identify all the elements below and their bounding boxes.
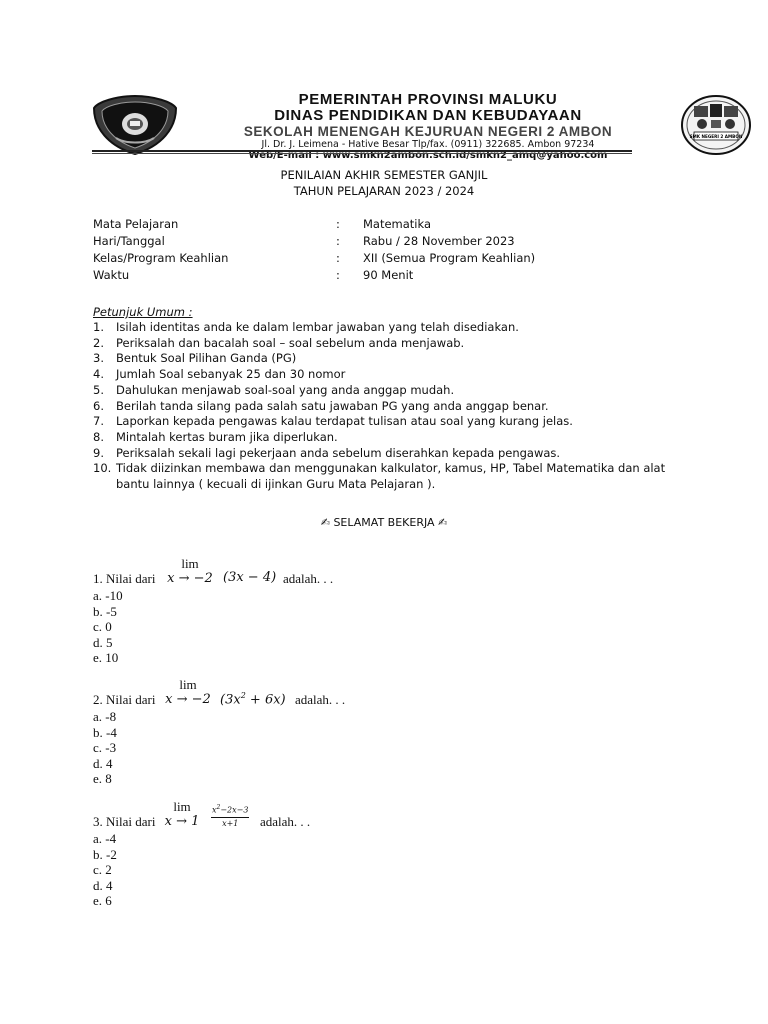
school-name: SEKOLAH MENENGAH KEJURUAN NEGERI 2 AMBON <box>243 124 613 139</box>
letterhead-rule-thin <box>92 153 632 154</box>
instruction-item <box>93 320 693 336</box>
answer-option: b. -5 <box>93 603 117 619</box>
instruction-number: 9. <box>93 445 104 460</box>
identity-value: XII (Semua Program Keahlian) <box>363 251 536 265</box>
question-stem <box>93 677 346 709</box>
school-logo-icon <box>680 94 752 156</box>
question-3 <box>93 799 311 909</box>
question-stem <box>93 799 311 831</box>
instruction-item <box>93 446 693 462</box>
instruction-item <box>93 461 693 492</box>
identity-row <box>93 268 613 285</box>
instruction-text: Mintalah kertas buram jika diperlukan. <box>116 429 338 444</box>
answer-option: c. 0 <box>93 619 112 635</box>
instruction-item <box>93 336 693 352</box>
question-suffix: adalah. . . <box>295 692 346 707</box>
limit-operator <box>163 678 213 707</box>
school-address: Jl. Dr. J. Leimena - Hative Besar Tlp/fax. (0911) 322685. Ambon 97234 <box>261 139 595 150</box>
limit-operator <box>165 557 215 586</box>
instruction-item <box>93 430 693 446</box>
identity-value: Rabu / 28 November 2023 <box>363 234 515 248</box>
identity-separator: : <box>336 268 340 282</box>
answer-option: b. -4 <box>93 724 117 740</box>
limit-operator <box>161 800 203 829</box>
limit-subscript: x → −2 <box>165 692 211 707</box>
government-name: PEMERINTAH PROVINSI MALUKU <box>298 91 558 108</box>
department-name: DINAS PENDIDIKAN DAN KEBUDAYAAN <box>274 107 582 124</box>
identity-label: Kelas/Program Keahlian <box>93 251 229 265</box>
instruction-number: 6. <box>93 398 104 413</box>
question-2 <box>93 677 346 787</box>
expression-part: (3x <box>220 692 241 708</box>
instruction-item <box>93 414 693 430</box>
question-prefix: 3. Nilai dari <box>93 814 156 829</box>
instruction-number: 2. <box>93 335 104 350</box>
answer-option: d. 4 <box>93 755 113 771</box>
identity-row <box>93 234 613 251</box>
identity-row <box>93 217 613 234</box>
limit-word: lim <box>179 677 197 692</box>
identity-label: Hari/Tanggal <box>93 234 165 248</box>
instruction-item <box>93 383 693 399</box>
limit-word: lim <box>181 556 199 571</box>
identity-label: Mata Pelajaran <box>93 217 179 231</box>
question-suffix: adalah. . . <box>283 571 334 586</box>
answer-option: d. 4 <box>93 877 113 893</box>
limit-expression: (3x − 4) <box>223 570 277 585</box>
identity-value: Matematika <box>363 217 432 231</box>
numerator-part: −2x−3 <box>220 805 249 815</box>
identity-row <box>93 251 613 268</box>
answer-option: a. -10 <box>93 588 123 603</box>
fraction-denominator: x+1 <box>222 818 239 828</box>
instruction-text: Periksalah sekali lagi pekerjaan anda sebelum diserahkan kepada pengawas. <box>116 445 561 460</box>
instruction-item <box>93 367 693 383</box>
identity-value: 90 Menit <box>363 268 414 282</box>
letterhead-rule <box>92 150 632 152</box>
academic-year: TAHUN PELAJARAN 2023 / 2024 <box>293 184 475 198</box>
answer-option: d. 5 <box>93 634 113 650</box>
expression-part: + 6x) <box>245 692 286 708</box>
instruction-number: 3. <box>93 351 104 366</box>
instruction-text: Periksalah dan bacalah soal – soal sebelum anda menjawab. <box>116 335 465 350</box>
instruction-number: 5. <box>93 382 104 397</box>
school-web-email: Web/E-mail : www.smkn2ambon.sch.id/smkn2_amq@yahoo.com <box>248 150 608 161</box>
answer-option: e. 8 <box>93 771 112 787</box>
exam-identity <box>93 217 613 285</box>
instruction-text: Isilah identitas anda ke dalam lembar jawaban yang telah disediakan. <box>116 320 519 334</box>
instruction-number: 1. <box>93 320 104 334</box>
limit-fraction <box>211 803 249 829</box>
instruction-text: Berilah tanda silang pada salah satu jawaban PG yang anda anggap benar. <box>116 398 549 413</box>
instruction-text: Bentuk Soal Pilihan Ganda (PG) <box>116 351 297 366</box>
question-prefix: 2. Nilai dari <box>93 692 156 707</box>
closing-message: ✍ SELAMAT BEKERJA ✍ <box>320 516 448 529</box>
school-logo-text: SMK NEGERI 2 AMBON <box>689 134 743 139</box>
question-1 <box>93 556 334 666</box>
instruction-number: 4. <box>93 367 104 382</box>
instruction-text: Laporkan kepada pengawas kalau terdapat tulisan atau soal yang kurang jelas. <box>116 414 573 429</box>
question-prefix: 1. Nilai dari <box>93 571 156 586</box>
answer-option: c. 2 <box>93 862 112 878</box>
question-suffix: adalah. . . <box>260 814 311 829</box>
answer-option: e. 10 <box>93 650 119 666</box>
instructions-heading: Petunjuk Umum : <box>93 305 193 319</box>
answer-option: a. -8 <box>93 709 117 724</box>
identity-label: Waktu <box>93 268 130 282</box>
maluku-province-emblem-icon <box>92 94 178 156</box>
question-stem <box>93 556 334 588</box>
instruction-text: Jumlah Soal sebanyak 25 dan 30 nomor <box>116 367 346 382</box>
expression-exponent: 2 <box>240 691 246 700</box>
limit-subscript: x → 1 <box>164 814 200 829</box>
instruction-item <box>93 399 693 415</box>
answer-option: c. -3 <box>93 740 117 756</box>
limit-expression <box>220 691 286 707</box>
identity-separator: : <box>336 234 340 248</box>
numerator-part: x <box>212 805 217 815</box>
instruction-number: 8. <box>93 429 104 444</box>
answer-option: b. -2 <box>93 846 117 862</box>
general-instructions <box>93 305 693 493</box>
answer-option: e. 6 <box>93 893 112 909</box>
answer-option: a. -4 <box>93 831 117 846</box>
identity-separator: : <box>336 217 340 231</box>
limit-word: lim <box>173 799 191 814</box>
instruction-number: 7. <box>93 414 104 429</box>
limit-subscript: x → −2 <box>167 571 213 586</box>
instruction-text: Dahulukan menjawab soal-soal yang anda anggap mudah. <box>116 382 455 397</box>
instruction-item <box>93 351 693 367</box>
numerator-exponent: 2 <box>216 804 221 811</box>
instruction-number: 10. <box>93 461 112 476</box>
exam-title: PENILAIAN AKHIR SEMESTER GANJIL <box>280 168 488 182</box>
fraction-numerator <box>211 803 249 818</box>
identity-separator: : <box>336 251 340 265</box>
instruction-text: Tidak diizinkan membawa dan menggunakan kalkulator, kamus, HP, Tabel Matematika dan alat bantu lainnya ( kecuali di ijinkan Guru Mata Pelajaran ). <box>116 461 666 492</box>
